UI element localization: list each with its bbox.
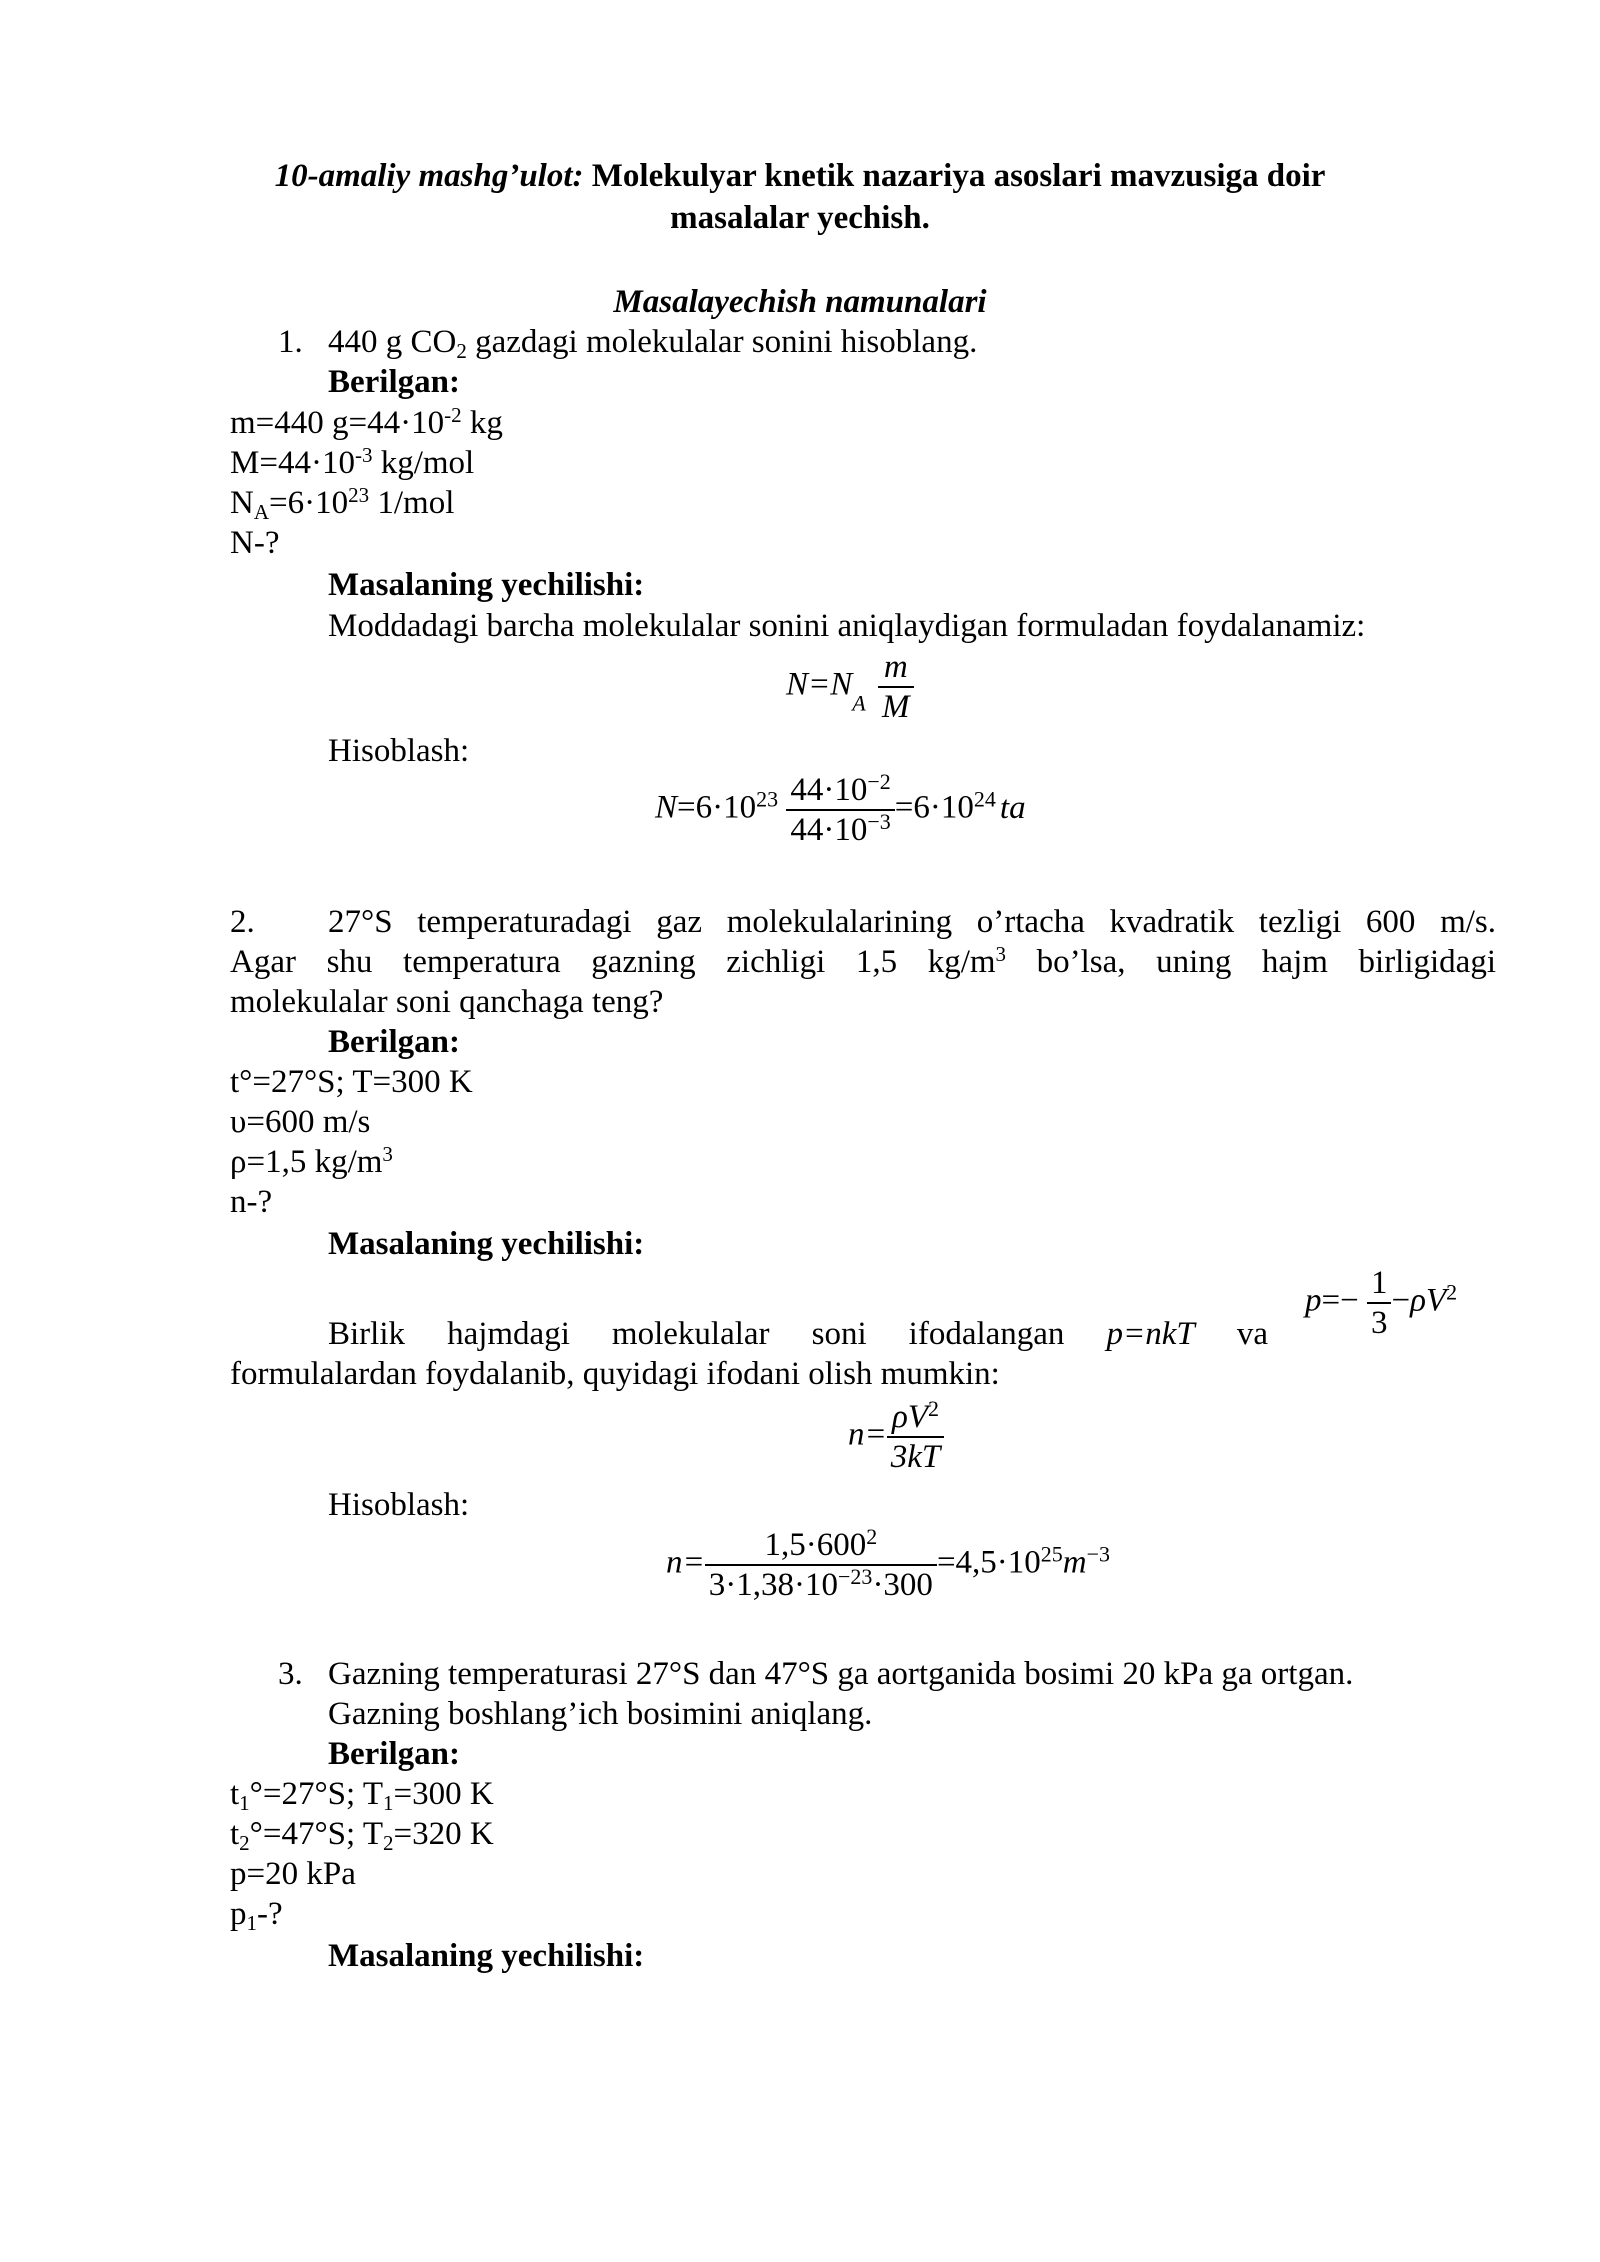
problem-2-solution-line-2: formulalardan foydalanib, quyidagi ifodani olish mumkin:: [230, 1356, 1000, 1392]
problem-2-given-label: Berilgan:: [328, 1024, 460, 1060]
equation-5: n= $\frac{1,5\cdot 600^2}{3\cdot 1,38\cdot 10^{-23}\cdot 300}$ $=4,5\cdot 10^{25}m^{-3}$: [666, 1524, 1111, 1603]
problem-2-solution-label: Masalaning yechilishi:: [328, 1226, 645, 1262]
problem-1-number: 1.: [278, 324, 303, 360]
problem-1-given-2: $M=44\cdot 10^{-3}$ kg/mol: [230, 443, 475, 481]
problem-3-question-line-2: Gazning boshlang’ich bosimini aniqlang.: [328, 1696, 873, 1732]
title-italic: 10-amaliy mashg’ulot:: [274, 158, 584, 194]
problem-3-given-3: p=20 kPa: [230, 1856, 356, 1892]
problem-2-number: 2.: [230, 904, 255, 940]
problem-2-solution-line-1: Birlik hajmdagi molekulalar soni ifodalangan p=nkT va: [328, 1316, 1268, 1352]
problem-3-given-1: $t_1^\circ=27^\circ S$; $T_1=300$ K: [230, 1776, 494, 1815]
problem-2-given-1: t°=27°S; T=300 K: [230, 1064, 473, 1100]
problem-1-question: 440 g $CO_2$ gazdagi molekulalar sonini hisoblang.: [328, 324, 978, 363]
problem-3-given-4: $p_1-$?: [230, 1896, 283, 1935]
problem-2-given-3: ρ=1,5 $kg/m^3$: [230, 1142, 393, 1180]
problem-3-number: 3.: [278, 1656, 303, 1692]
equation-3: p=− $\frac{1}{3}$ $-\rho V^2$: [1305, 1265, 1458, 1341]
problem-1-solution-text: Moddadagi barcha molekulalar sonini aniqlaydigan formuladan foydalanamiz:: [328, 608, 1366, 644]
problem-3-given-2: $t_2^\circ=47^\circ S$; $T_2=320$ K: [230, 1816, 494, 1855]
page-title-line-2: masalalar yechish.: [670, 200, 930, 236]
problem-2-question-line-2: Agar shu temperatura gazning zichligi 1,5 $kg/m^3$ bo’lsa, uning hajm birligidagi: [230, 942, 1496, 980]
section-heading: Masalayechish namunalari: [613, 284, 987, 320]
problem-3-question-line-1: Gazning temperaturasi 27°S dan 47°S ga aortganida bosimi 20 kPa ga ortgan.: [328, 1656, 1354, 1692]
problem-2-question-line-1: 27°S temperaturadagi gaz molekulalarining o’rtacha kvadratik tezligi 600 m/s.: [328, 904, 1496, 940]
problem-1-given-4: N-?: [230, 525, 280, 561]
equation-4: n= $\frac{\rho V^2}{3kT}$: [848, 1398, 944, 1476]
problem-1-given-label: Berilgan:: [328, 364, 460, 400]
problem-1-calc-label: Hisoblash:: [328, 733, 470, 769]
problem-2-given-4: n-?: [230, 1184, 273, 1220]
page-title: [230, 156, 1370, 196]
problem-1-solution-label: Masalaning yechilishi:: [328, 567, 645, 603]
problem-2-calc-label: Hisoblash:: [328, 1487, 470, 1523]
problem-3-solution-label: Masalaning yechilishi:: [328, 1938, 645, 1974]
problem-3-given-label: Berilgan:: [328, 1736, 460, 1772]
equation-1: $N=N_A$ $\frac{m}{M}$: [786, 648, 914, 726]
title-bold-line-1: Molekulyar knetik nazariya asoslari mavzusiga doir: [583, 158, 1326, 194]
equation-2: $N=6\cdot 10^{23}$ $\frac{44\cdot 10^{-2}}{44\cdot 10^{-3}}$ $=6\cdot 10^{24}$ ta: [655, 769, 1026, 848]
problem-2-question-line-3: molekulalar soni qanchaga teng?: [230, 984, 664, 1020]
problem-1-given-1: m=440 $g=44\cdot 10^{-2}$ kg: [230, 403, 503, 441]
problem-1-given-3: $N_A=6\cdot 10^{23}$ 1/mol: [230, 483, 455, 524]
problem-2-given-2: υ=600 m/s: [230, 1104, 371, 1140]
